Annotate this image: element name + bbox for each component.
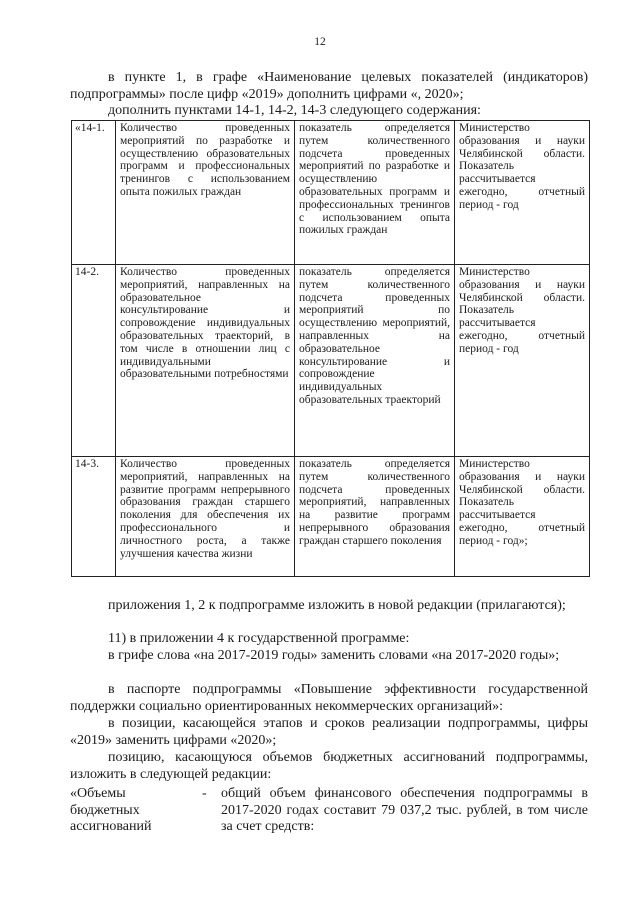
amendment-paragraph: в позиции, касающейся этапов и сроков реализации подпрограммы, цифры «2019» заменить цифрами «2020»; xyxy=(70,716,588,748)
indicator-definition-cell: показатель определяется путем количественного подсчета проведенных мероприятий, направленных на развитие программ непрерывного образования граждан старшего поколения xyxy=(295,457,455,577)
indicator-definition-cell: показатель определяется путем количественного подсчета проведенных мероприятий по осуществлению мероприятий, направленных на образовательное консультирование и сопровождение индивидуальных образовательных траекторий xyxy=(295,265,455,457)
table-row xyxy=(72,265,590,457)
indicator-name-cell: Количество проведенных мероприятий, направленных на развитие программ непрерывного образования граждан старшего поколения для обеспечения их профессионального и личностного роста, а также улучшения качества жизни xyxy=(116,457,295,577)
row-number-cell: 14-3. xyxy=(72,457,116,577)
indicator-name-cell: Количество проведенных мероприятий, направленных на образовательное консультирование и сопровождение индивидуальных образовательных траекторий, в том числе в отношении лиц с индивидуальными образовательными потребностями xyxy=(116,265,295,457)
amendment-paragraph: 11) в приложении 4 к государственной программе: xyxy=(108,631,410,646)
responsible-body-cell: Министерство образования и науки Челябинской области. Показатель рассчитывается ежегодно, отчетный период - год xyxy=(455,121,590,265)
responsible-body-cell: Министерство образования и науки Челябинской области. Показатель рассчитывается ежегодно, отчетный период - год xyxy=(455,265,590,457)
amendment-paragraph: в грифе слова «на 2017-2019 годы» заменить словами «на 2017-2020 годы»; xyxy=(108,648,560,663)
row-number-cell: «14-1. xyxy=(72,121,116,265)
responsible-body-cell: Министерство образования и науки Челябинской области. Показатель рассчитывается ежегодно, отчетный период - год»; xyxy=(455,457,590,577)
page-number: 12 xyxy=(314,36,326,48)
indicators-table xyxy=(71,120,590,577)
amendment-paragraph: приложения 1, 2 к подпрограмме изложить в новой редакции (прилагаются); xyxy=(108,598,566,613)
table-row xyxy=(72,457,590,577)
definition-term-line: ассигнований xyxy=(70,819,152,834)
indicator-name-cell: Количество проведенных мероприятий по разработке и осуществлению образовательных программ и профессиональных тренингов с использованием опыта пожилых граждан xyxy=(116,121,295,265)
definition-text: общий объем финансового обеспечения подпрограммы в 2017-2020 годах составит 79 037,2 тыс. рублей, в том числе за счет средств: xyxy=(221,786,588,834)
table-row xyxy=(72,121,590,265)
row-number-cell: 14-2. xyxy=(72,265,116,457)
amendment-paragraph: в паспорте подпрограммы «Повышение эффективности государственной поддержки социально ориентированных некоммерческих организаций»: xyxy=(70,682,588,714)
amendment-paragraph: дополнить пунктами 14-1, 14-2, 14-3 следующего содержания: xyxy=(108,103,481,118)
amendment-paragraph: в пункте 1, в графе «Наименование целевых показателей (индикаторов) подпрограммы» после цифр «2019» дополнить цифрами «, 2020»; xyxy=(70,70,588,102)
indicator-definition-cell: показатель определяется путем количественного подсчета проведенных мероприятий по разработке и осуществлению образовательных программ и профессиональных тренингов с использованием опыта пожилых граждан xyxy=(295,121,455,265)
definition-term-line: бюджетных xyxy=(70,802,140,818)
definition-term xyxy=(70,786,200,836)
amendment-paragraph: позицию, касающуюся объемов бюджетных ассигнований подпрограммы, изложить в следующей редакции: xyxy=(70,750,588,782)
definition-term-line: «Объемы xyxy=(70,786,126,801)
definition-dash: - xyxy=(202,786,207,801)
